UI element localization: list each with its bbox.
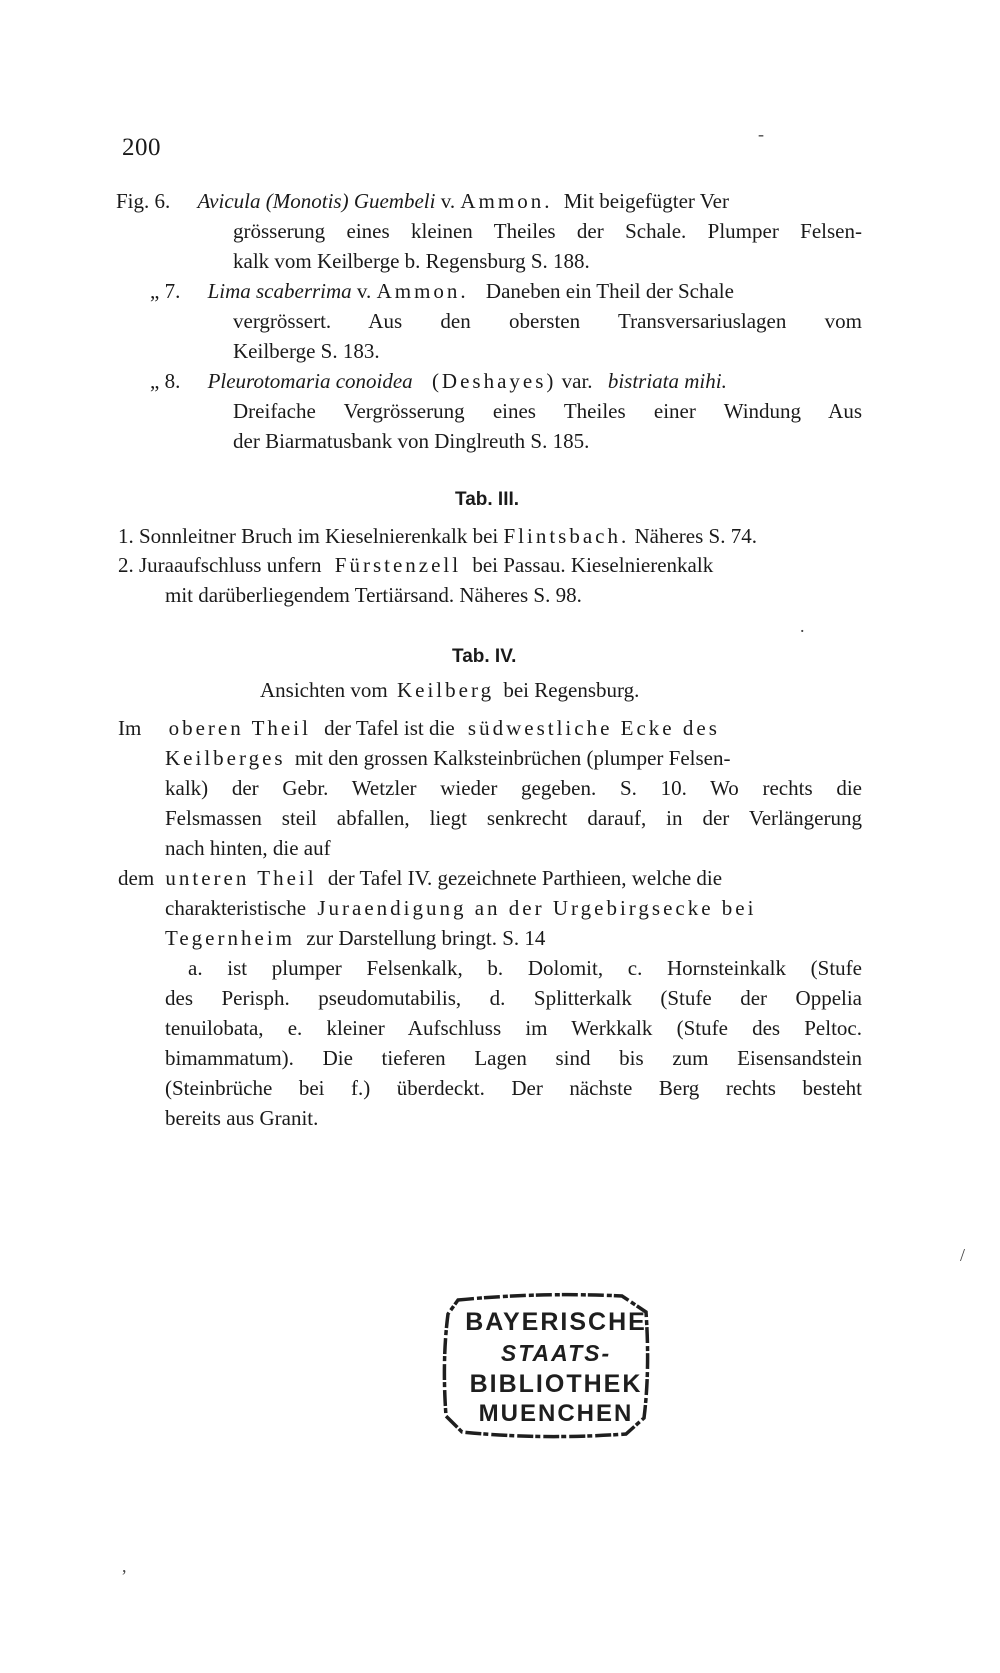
tab4-p2-l2-b: Juraendigung an der Urgebirgsecke bei	[317, 896, 757, 920]
page-number: 200	[122, 134, 161, 161]
tab4-p1-l1-c: der Tafel ist die	[324, 716, 455, 740]
tab4-subtitle	[260, 675, 639, 705]
tab4-p3-line1: a. ist plumper Felsenkalk, b. Dolomit, c. Hornsteinkalk (Stufe	[188, 956, 862, 980]
fig7-rest1: Daneben ein Theil der Schale	[485, 279, 734, 303]
tab4-p1-line5: nach hinten, die auf	[165, 836, 331, 860]
tab3-heading: Tab. III.	[455, 489, 520, 510]
tab3-item1-place: Flintsbach.	[503, 524, 630, 548]
fig8-var: var.	[561, 369, 593, 393]
fig6-line2: grösserung eines kleinen Theiles der Schale. Plumper Felsen-	[233, 219, 862, 243]
fig8-line2: Dreifache Vergrösserung eines Theiles einer Windung Aus	[233, 399, 862, 423]
tab3-item2	[118, 550, 862, 580]
tab4-p1-l1-a: Im	[118, 716, 142, 740]
fig7-line1	[150, 276, 862, 306]
tab4-p2-l1-b: unteren Theil	[165, 866, 317, 890]
scan-speck: -	[758, 124, 764, 144]
tab4-p3-line6: bereits aus Granit.	[165, 1106, 319, 1130]
tab3-item1-ref: Näheres S. 74.	[634, 524, 757, 548]
stamp-line3: BIBLIOTHEK	[469, 1370, 643, 1398]
fig6-author: Ammon.	[460, 189, 553, 213]
fig8-prefix: „ 8.	[150, 369, 181, 393]
tab4-p2-line1	[118, 863, 862, 893]
tab4-p1-line3: kalk) der Gebr. Wetzler wieder gegeben. S. 10. Wo rechts die	[165, 776, 862, 800]
tab4-p2-l1-a: dem	[118, 866, 155, 890]
fig8-species: Pleurotomaria conoidea	[207, 369, 413, 393]
fig7-line3: Keilberge S. 183.	[233, 339, 380, 363]
fig7-prefix: „ 7.	[150, 279, 181, 303]
tab4-p3-line5: (Steinbrüche bei f.) überdeckt. Der nächste Berg rechts besteht	[165, 1076, 862, 1100]
tab4-p3-line3: tenuilobata, e. kleiner Aufschluss im Werkkalk (Stufe des Peltoc.	[165, 1016, 862, 1040]
stamp-line2: STAATS-	[500, 1340, 612, 1366]
tab4-subtitle-b: bei Regensburg.	[503, 678, 640, 702]
stamp-line4: MUENCHEN	[478, 1400, 634, 1427]
fig7-species: Lima scaberrima	[207, 279, 352, 303]
fig8-line3: der Biarmatusbank von Dinglreuth S. 185.	[233, 429, 590, 453]
fig6-line1	[116, 186, 862, 216]
tab4-p1-l2-a: Keilberges	[165, 746, 286, 770]
tab4-p1-line2	[165, 743, 862, 773]
tab3-item2-place: Fürstenzell	[334, 553, 462, 577]
library-stamp	[440, 1290, 672, 1440]
scan-speck: /	[960, 1245, 966, 1265]
fig7-line2: vergrössert. Aus den obersten Transversariuslagen vom	[233, 309, 862, 333]
tab4-heading: Tab. IV.	[452, 646, 517, 667]
fig6-prefix: Fig. 6.	[116, 189, 171, 213]
tab4-p1-line4: Felsmassen steil abfallen, liegt senkrecht darauf, in der Verlängerung	[165, 806, 862, 830]
tab3-item1-text: 1. Sonnleitner Bruch im Kieselnierenkalk bei	[118, 524, 499, 548]
fig8-author: (Deshayes)	[431, 369, 557, 393]
fig7-author: Ammon.	[376, 279, 469, 303]
fig8-line1	[150, 366, 862, 396]
tab3-item1	[118, 521, 757, 551]
fig7-v: v.	[356, 279, 372, 303]
tab4-p3-line4: bimammatum). Die tieferen Lagen sind bis zum Eisensandstein	[165, 1046, 862, 1070]
tab3-item2-line2: mit darüberliegendem Tertiärsand. Näheres S. 98.	[165, 583, 582, 607]
fig6-v: v.	[440, 189, 456, 213]
scan-speck: .	[800, 616, 805, 636]
tab4-p1-l1-d: südwestliche Ecke des	[467, 716, 720, 740]
tab4-p1-l1-b: oberen Theil	[168, 716, 311, 740]
tab3-item2-text: 2. Juraaufschluss unfern	[118, 553, 322, 577]
tab4-p2-l2-a: charakteristische	[165, 896, 307, 920]
fig8-variety: bistriata mihi.	[607, 369, 727, 393]
tab4-p2-l1-c: der Tafel IV. gezeichnete Parthieen, welche die	[327, 866, 723, 890]
tab4-p3-line2: des Perisph. pseudomutabilis, d. Splitterkalk (Stufe der Oppelia	[165, 986, 862, 1010]
tab4-p2-l3-a: Tegernheim	[165, 926, 295, 950]
tab4-p2-l3-b: zur Darstellung bringt. S. 14	[306, 926, 546, 950]
tab4-subtitle-a: Ansichten vom	[260, 678, 388, 702]
tab4-p2-line3	[165, 923, 545, 953]
tab4-p1-line1	[118, 713, 862, 743]
fig6-species: Avicula (Monotis) Guembeli	[197, 189, 436, 213]
tab3-item2-rest: bei Passau. Kieselnierenkalk	[472, 553, 714, 577]
tab4-p1-l2-b: mit den grossen Kalksteinbrüchen (plumper Felsen-	[294, 746, 731, 770]
tab4-p2-line2	[165, 893, 862, 923]
fig6-line3: kalk vom Keilberge b. Regensburg S. 188.	[233, 249, 590, 273]
fig6-rest1: Mit beigefügter Ver	[563, 189, 729, 213]
stamp-line1: BAYERISCHE	[465, 1308, 647, 1336]
tab4-subtitle-place: Keilberg	[396, 678, 495, 702]
scan-speck: ,	[122, 1556, 127, 1576]
